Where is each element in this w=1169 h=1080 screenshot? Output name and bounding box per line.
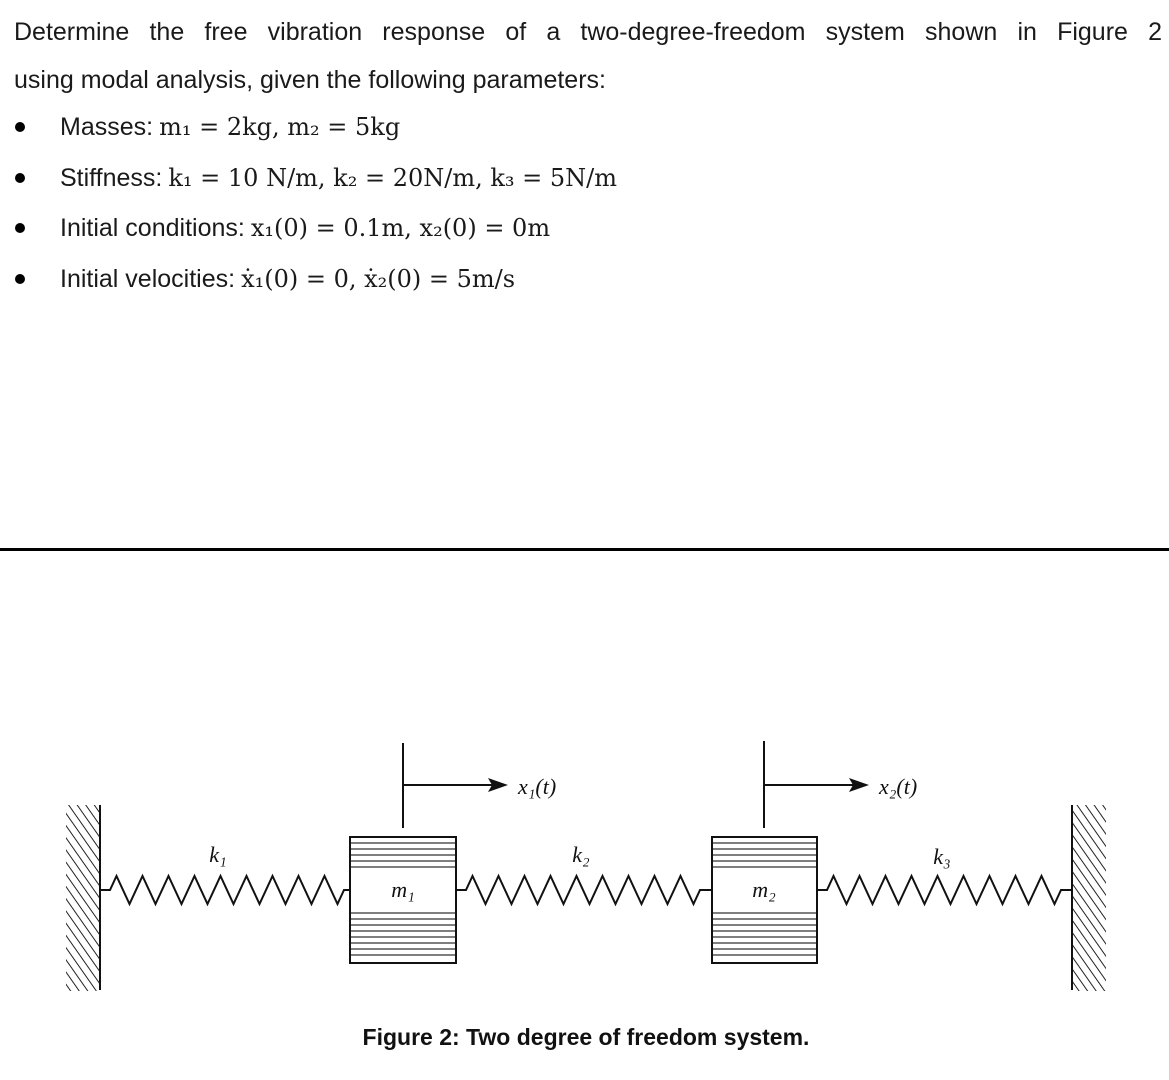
parameter-value: ẋ₁(0) = 0, ẋ₂(0) = 5m/s: [241, 264, 516, 293]
spring-k1: [100, 876, 350, 904]
displacement-x1: [403, 743, 556, 828]
parameter-value: x₁(0) = 0.1m, x₂(0) = 0m: [250, 214, 551, 242]
parameter-masses: [0, 102, 1169, 153]
bullet-icon: [15, 223, 25, 233]
parameter-label: Initial velocities:: [60, 264, 236, 293]
parameter-label: Stiffness:: [60, 163, 163, 192]
bullet-icon: [15, 173, 25, 183]
figure-caption: Figure 2: Two degree of freedom system.: [362, 1024, 810, 1050]
parameter-label: Initial conditions:: [60, 214, 245, 242]
bullet-icon: [15, 122, 25, 132]
mass-m1: [350, 837, 456, 963]
label-m2: m₂: [752, 877, 776, 902]
left-wall: [66, 805, 100, 991]
parameter-value: m₁ = 2kg, m₂ = 5kg: [159, 113, 401, 141]
section-divider: [0, 548, 1169, 551]
problem-line-2: using modal analysis, given the following parameters:: [14, 66, 606, 94]
spring-mass-diagram: [0, 700, 1169, 1020]
parameter-value: k₁ = 10 N/m, k₂ = 20N/m, k₃ = 5N/m: [168, 163, 617, 192]
label-x1: x₁(t): [518, 774, 557, 799]
right-wall: [1072, 805, 1106, 991]
label-k3: k₃: [933, 844, 951, 869]
parameter-list: [0, 102, 1169, 304]
parameter-stiffness: [0, 153, 1169, 204]
problem-line-1: Determine the free vibration response of a two-degree-freedom system shown in Figure 2: [14, 18, 1162, 46]
bullet-icon: [15, 274, 25, 284]
parameter-initial-velocities: [0, 254, 1169, 305]
parameter-label: Masses:: [60, 113, 154, 141]
spring-k3: [817, 876, 1072, 904]
parameter-initial-conditions: [0, 203, 1169, 254]
problem-statement: [14, 8, 1162, 104]
mass-m2: [712, 837, 817, 963]
label-x2: x₂(t): [879, 774, 918, 799]
spring-k2: [456, 876, 712, 904]
displacement-x2: [764, 741, 917, 828]
label-k1: k₁: [209, 842, 227, 867]
label-m1: m₁: [391, 877, 415, 902]
label-k2: k₂: [572, 842, 590, 867]
two-dof-figure: [0, 700, 1169, 1020]
